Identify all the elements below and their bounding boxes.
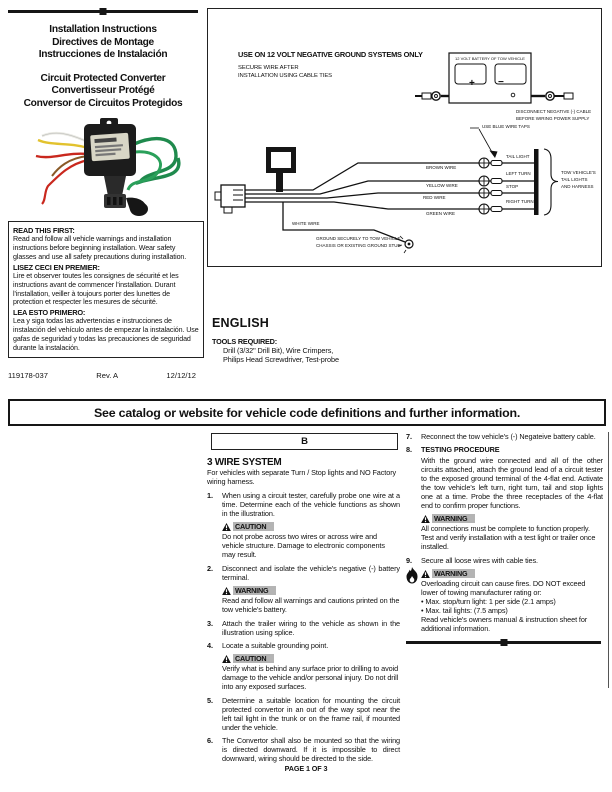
- wiring-diagram-drawing: [208, 9, 599, 264]
- step-8-body: [406, 456, 603, 510]
- warning-3-bullet-2: • Max. tail lights: (7.5 amps): [421, 606, 508, 615]
- disconnect-note-1: DISCONNECT NEGATIVE (-) CABLE: [516, 109, 592, 114]
- step-6: [207, 736, 400, 763]
- step-9: [406, 556, 603, 565]
- harness-label-1: TOW VEHICLE'S: [561, 170, 596, 175]
- step-5: [207, 696, 400, 732]
- step-8: [406, 445, 603, 454]
- step-8-number: 8.: [406, 445, 412, 454]
- warning-1-text: Read and follow all warnings and cautions printed on the tow vehicle's battery.: [222, 596, 400, 614]
- step-9-text: Secure all loose wires with cable ties.: [421, 556, 538, 565]
- document-meta-row: [8, 371, 196, 380]
- warning-badge: WARNING: [432, 514, 475, 523]
- title-fr: Directives de Montage: [52, 36, 154, 48]
- right-column-rule: [608, 432, 609, 688]
- caution-badge: CAUTION: [233, 522, 274, 531]
- document-titles: [8, 24, 198, 62]
- title-en: Installation Instructions: [49, 24, 157, 35]
- diagram-12v-warning: USE ON 12 VOLT NEGATIVE GROUND SYSTEMS ONLY: [238, 50, 423, 59]
- step-4: [207, 641, 400, 650]
- tools-line-1: Drill (3/32" Drill Bit), Wire Crimpers,: [223, 346, 334, 355]
- system-title: 3 WIRE SYSTEM: [207, 457, 282, 468]
- warning-triangle-icon: [222, 523, 231, 531]
- system-subtitle: For vehicles with separate Turn / Stop lights and NO Factory wiring harness.: [207, 468, 397, 486]
- read-first-heading-fr: LISEZ CECI EN PREMIER:: [13, 262, 100, 272]
- step-7-text: Reconnect the tow vehicle's (-) Negateive battery cable.: [421, 432, 596, 441]
- warning-callout-1: [222, 586, 400, 614]
- step-7: [406, 432, 603, 441]
- read-first-box: [8, 221, 204, 358]
- diagram-secure-note-1: SECURE WIRE AFTER: [238, 65, 299, 71]
- warning-triangle-icon: [421, 570, 430, 578]
- warning-triangle-icon: [222, 655, 231, 663]
- wiring-diagram: [207, 8, 602, 267]
- step-3: [207, 619, 400, 637]
- red-wire-label: RED WIRE: [423, 195, 446, 200]
- step-2-number: 2.: [207, 564, 213, 573]
- caution-2-text: Verify what is behind any surface prior to drilling to avoid damage to the vehicle and/or personal injury. Do not drill into any exposed surfaces.: [222, 664, 399, 691]
- read-first-body-es: Lea y siga todas las advertencias e instrucciones de instalación del vehículo antes de empezar la instalación. Use gafas de seguridad y todas las precauciones de seguridad durante la instalación.: [13, 317, 199, 353]
- warning-2-text: All connections must be complete to function properly. Test and verify installation with a test light or trailer once installed.: [421, 524, 596, 551]
- ground-note-2: CHASSIS OR EXISTING GROUND STUD: [316, 243, 401, 248]
- step-6-number: 6.: [207, 736, 213, 745]
- step-6-text: The Convertor shall also be mounted so that the wiring is directed downward. If it is impossible to direct downward, wiring should be directed to the side.: [222, 736, 400, 763]
- part-number: 119178-037: [8, 371, 48, 380]
- caution-1-text: Do not probe across two wires or across wire and vehicle structure. Damage to electronic components may result.: [222, 532, 385, 559]
- left-turn-label: LEFT TURN: [506, 171, 531, 176]
- caution-callout-1: [222, 522, 400, 559]
- step-8-text: With the ground wire connected and all of the other circuits attached, attach the ground lead of a circuit tester to the exposed ground terminal of the 4-flat end. Activate the tow vehicle's left turn, right turn, tail and stop lights one at a time. Probe the three receptacles of the 4-flat end to confirm proper functions.: [421, 456, 603, 510]
- catalog-banner: See catalog or website for vehicle code definitions and further information.: [8, 399, 606, 426]
- warning-triangle-icon: [222, 587, 231, 595]
- warning-callout-2: [421, 514, 603, 551]
- right-turn-label: RIGHT TURN: [506, 199, 534, 204]
- warning-3-intro: Overloading circuit can cause fires. DO NOT exceed lower of towing manufacturer rating or:: [421, 579, 586, 597]
- language-section: [212, 316, 462, 364]
- warning-badge: WARNING: [233, 586, 276, 595]
- white-wire-label: WHITE WIRE: [292, 221, 320, 226]
- green-wire-label: GREEN WIRE: [426, 211, 456, 216]
- brown-wire-label: BROWN WIRE: [426, 165, 457, 170]
- warning-3-bullet-1: • Max. stop/turn light: 1 per side (2.1 amps): [421, 597, 556, 606]
- tools-required-heading: TOOLS REQUIRED:: [212, 337, 277, 346]
- product-name-fr: Convertisseur Protégé: [51, 85, 155, 96]
- instructions-left-column: [207, 433, 400, 767]
- product-name-es: Conversor de Circuitos Protegidos: [23, 97, 183, 109]
- step-9-number: 9.: [406, 556, 412, 565]
- product-name-en: Circuit Protected Converter: [40, 72, 166, 84]
- diagram-secure-note-2: INSTALLATION USING CABLE TIES: [238, 73, 332, 79]
- yellow-wire-label: YELLOW WIRE: [426, 183, 458, 188]
- blue-wire-taps-label: USE BLUE WIRE TAPS: [482, 124, 530, 129]
- step-2-text: Disconnect and isolate the vehicle's negative (-) battery terminal.: [222, 564, 400, 582]
- step-4-number: 4.: [207, 641, 213, 650]
- warning-triangle-icon: [421, 515, 430, 523]
- tail-light-label: TAIL LIGHT: [506, 154, 530, 159]
- step-1: [207, 491, 400, 518]
- step-2: [207, 564, 400, 582]
- step-1-number: 1.: [207, 491, 213, 500]
- converter-product-image: [8, 112, 198, 220]
- disconnect-note-2: BEFORE WIRING POWER SUPPLY: [516, 116, 590, 121]
- step-4-text: Locate a suitable grounding point.: [222, 641, 329, 650]
- step-5-number: 5.: [207, 696, 213, 705]
- fire-icon: [405, 567, 419, 584]
- harness-label-3: AND HARNESS: [561, 184, 594, 189]
- language-heading: ENGLISH: [212, 316, 269, 330]
- battery-plus-sign: +: [469, 78, 475, 89]
- step-7-number: 7.: [406, 432, 412, 441]
- caution-badge: CAUTION: [233, 654, 274, 663]
- warning-badge: WARNING: [432, 569, 475, 578]
- ground-note-1: GROUND SECURELY TO TOW VEHICLE: [316, 236, 401, 241]
- read-first-heading-en: READ THIS FIRST:: [13, 226, 75, 235]
- product-names: [8, 73, 198, 111]
- section-b-label: B: [211, 433, 398, 450]
- harness-label-2: TAIL LIGHTS: [561, 177, 588, 182]
- warning-callout-3: [421, 569, 603, 633]
- step-8-body-indent: [406, 456, 421, 510]
- step-1-text: When using a circuit tester, carefully probe one wire at a time. Determine each of the vehicle functions as shown in the illustration.: [222, 491, 400, 518]
- battery-label: 12 VOLT BATTERY OF TOW VEHICLE: [455, 56, 525, 61]
- revision-date: 12/12/12: [166, 371, 196, 380]
- step-3-number: 3.: [207, 619, 213, 628]
- step-8-title: TESTING PROCEDURE: [421, 445, 500, 454]
- tools-line-2: Philips Head Screwdriver, Test-probe: [223, 355, 339, 364]
- battery-minus-sign: −: [498, 77, 504, 88]
- page-number: PAGE 1 OF 3: [284, 764, 328, 773]
- warning-3-outro: Read vehicle's owners manual & instruction sheet for additional information.: [421, 615, 588, 633]
- step-3-text: Attach the trailer wiring to the vehicle as shown in the illustration using splice.: [222, 619, 400, 637]
- instructions-right-column: [406, 432, 603, 644]
- read-first-body-fr: Lire et observer toutes les consignes de sécurité et les instructions avant de commencer l'installation. Durant l'installation, veiller à toujours porter des lunettes de protection et respecter les mesures de sécurité.: [13, 271, 179, 307]
- step-5-text: Determine a suitable location for mounting the circuit protected convertor in an out of the way spot near the left tail light in the trunk or on the frame rail, if mounted under the vehicle.: [222, 696, 400, 732]
- top-divider: [8, 10, 198, 13]
- stop-label: STOP: [506, 184, 519, 189]
- caution-callout-2: [222, 654, 400, 691]
- read-first-body-en: Read and follow all vehicle warnings and installation instructions before beginning installation. Wear safety glasses and use all safety precautions during installation.: [13, 235, 187, 261]
- read-first-heading-es: LEA ESTO PRIMERO:: [13, 308, 86, 318]
- title-block: [8, 10, 198, 110]
- section-end-divider: [406, 641, 601, 644]
- title-es: Instrucciones de Instalación: [38, 49, 168, 60]
- revision: Rev. A: [96, 371, 119, 380]
